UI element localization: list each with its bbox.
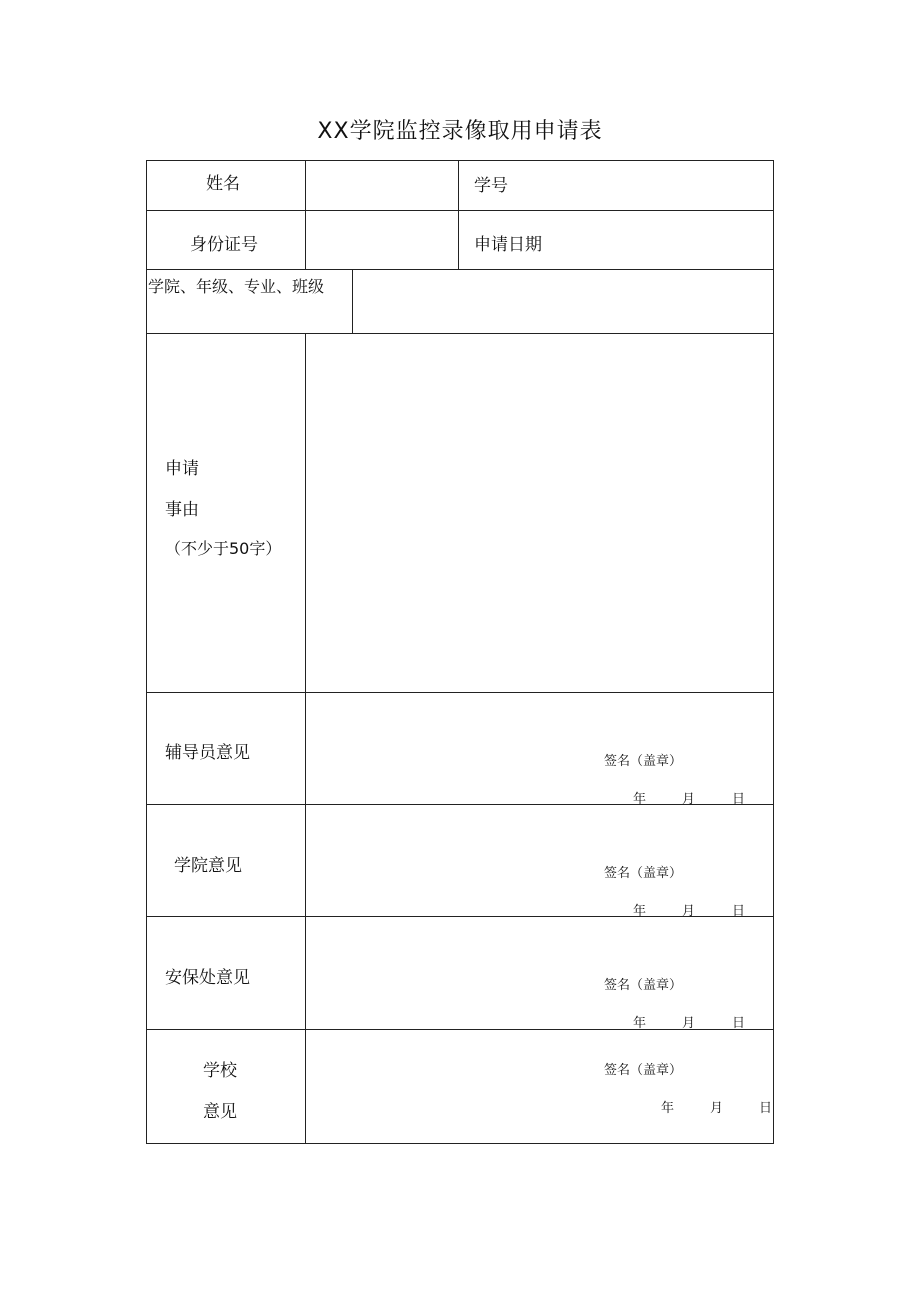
label-school-line2: 意见 xyxy=(203,1102,237,1122)
label-student-id: 学号 xyxy=(474,176,508,196)
date-day-label: 日 xyxy=(732,904,746,919)
label-college-opinion: 学院意见 xyxy=(174,856,242,876)
row-divider xyxy=(146,210,774,211)
date-year-label: 年 xyxy=(633,792,647,807)
label-reason-line2: 事由 xyxy=(165,500,199,520)
date-day-label: 日 xyxy=(759,1101,773,1116)
table-border-top xyxy=(146,160,774,161)
row-divider xyxy=(146,333,774,334)
column-divider xyxy=(458,160,459,270)
table-border-bottom xyxy=(146,1143,774,1144)
signature-label: 签名（盖章） xyxy=(604,978,683,993)
label-id-card: 身份证号 xyxy=(190,235,258,255)
row-divider xyxy=(146,269,774,270)
row-divider xyxy=(146,916,774,917)
date-month-label: 月 xyxy=(682,904,696,919)
column-divider xyxy=(305,333,306,1144)
table-border-right xyxy=(773,160,774,1144)
label-security-opinion: 安保处意见 xyxy=(165,968,250,988)
label-reason-line1: 申请 xyxy=(165,459,199,479)
row-divider xyxy=(146,804,774,805)
label-apply-date: 申请日期 xyxy=(474,235,542,255)
date-day-label: 日 xyxy=(732,792,746,807)
date-year-label: 年 xyxy=(661,1101,675,1116)
row-divider xyxy=(146,1029,774,1030)
signature-label: 签名（盖章） xyxy=(604,1063,683,1078)
date-day-label: 日 xyxy=(732,1016,746,1031)
label-college-info: 学院、年级、专业、班级 xyxy=(148,277,325,296)
date-month-label: 月 xyxy=(682,1016,696,1031)
table-border-left xyxy=(146,160,147,1144)
application-form-table xyxy=(146,160,774,1144)
date-month-label: 月 xyxy=(710,1101,724,1116)
label-reason-line3: （不少于50字） xyxy=(165,539,282,558)
column-divider xyxy=(305,160,306,270)
date-year-label: 年 xyxy=(633,1016,647,1031)
row-divider xyxy=(146,692,774,693)
label-name: 姓名 xyxy=(206,174,240,194)
form-title: XX学院监控录像取用申请表 xyxy=(317,119,603,144)
date-year-label: 年 xyxy=(633,904,647,919)
label-school-line1: 学校 xyxy=(203,1061,237,1081)
signature-label: 签名（盖章） xyxy=(604,866,683,881)
label-counselor-opinion: 辅导员意见 xyxy=(165,743,250,763)
column-divider xyxy=(352,269,353,334)
date-month-label: 月 xyxy=(682,792,696,807)
signature-label: 签名（盖章） xyxy=(604,754,683,769)
